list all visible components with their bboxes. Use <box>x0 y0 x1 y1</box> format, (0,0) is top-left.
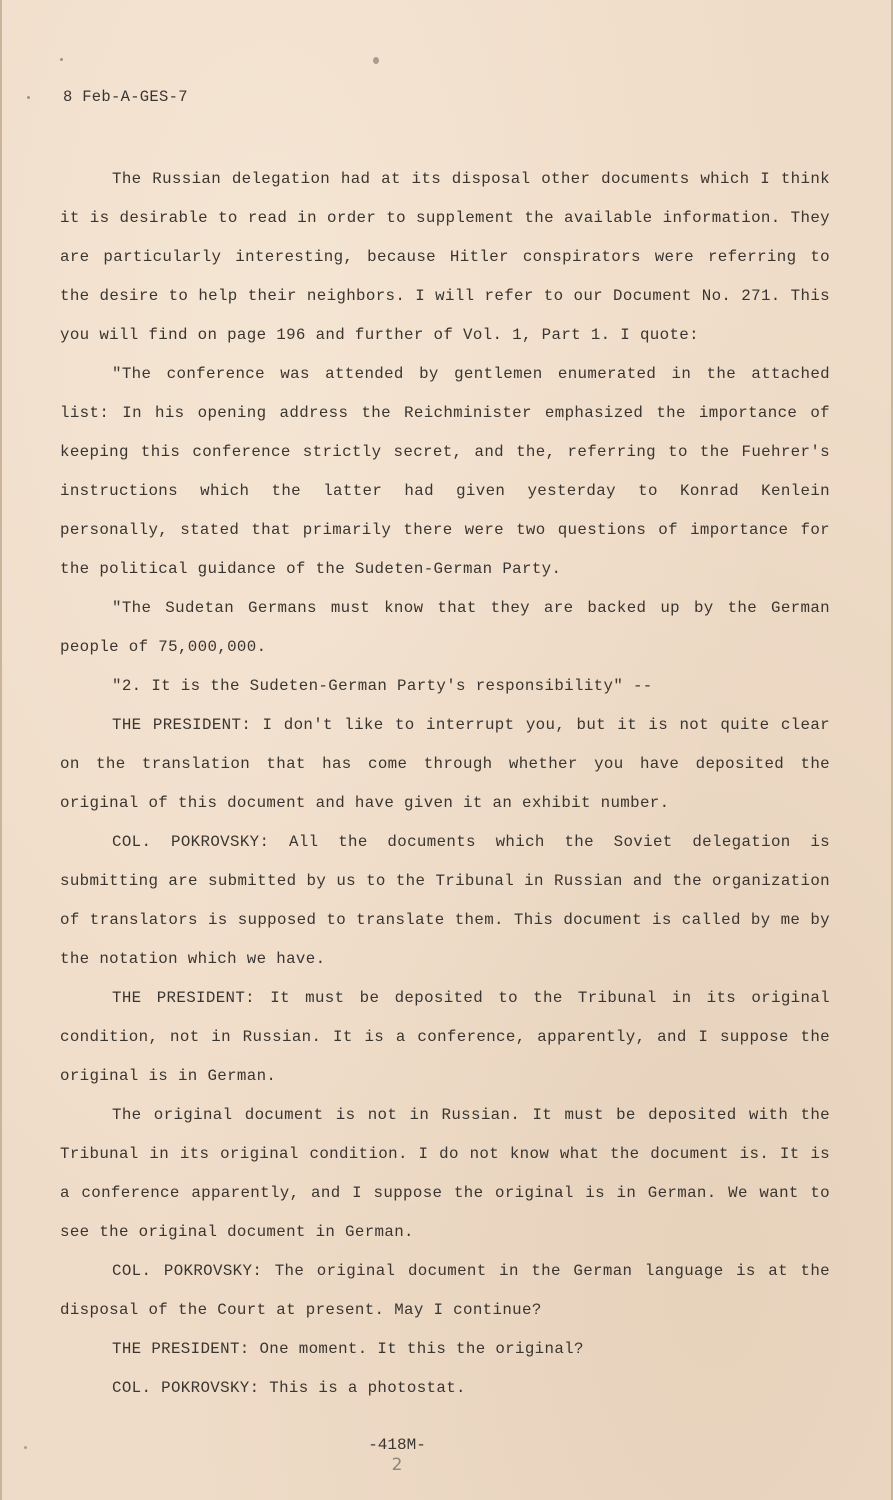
paragraph-president-interrupt: THE PRESIDENT: I don't like to interrupt you, but it is not quite clear on the translation that has come through whether you have deposited the original of this document and have given it an exhibit number. <box>60 716 830 812</box>
document-header-code: 8 Feb-A-GES-7 <box>63 88 188 106</box>
ink-speck <box>27 96 30 99</box>
transcript-body <box>60 160 830 1408</box>
paragraph-pokrovsky-photostat: COL. POKROVSKY: This is a photostat. <box>112 1379 466 1397</box>
ink-speck <box>373 57 379 64</box>
paragraph-russian-documents: The Russian delegation had at its disposal other documents which I think it is desirable to read in order to supplement the available information. They are particularly interesting, because Hitler conspirators were referring to the desire to help their neighbors. I will refer to our Document No. 271. This you will find on page 196 and further of Vol. 1, Part 1. I quote: <box>60 170 830 344</box>
pencil-mark: 2 <box>391 1455 403 1475</box>
page-number: -418M- <box>368 1436 426 1454</box>
paragraph-original-not-russian: The original document is not in Russian. It must be deposited with the Tribunal in its original condition. I do not know what the document is. It is a conference apparently, and I suppose the original is in German. We want to see the original document in German. <box>60 1106 830 1241</box>
paragraph-quote-sudetan-germans: "The Sudetan Germans must know that they are backed up by the German people of 75,000,000. <box>60 599 830 656</box>
ink-speck <box>24 1446 27 1449</box>
paragraph-quote-conference: "The conference was attended by gentlemen enumerated in the attached list: In his opening address the Reichminister emphasized the importance of keeping this conference strictly secret, and the, referring to the Fuehrer's instructions which the latter had given yesterday to Konrad Kenlein personally, stated that primarily there were two questions of importance for the political guidance of the Sudeten-German Party. <box>60 365 830 578</box>
page-footer <box>362 1435 432 1475</box>
ink-speck <box>60 58 63 61</box>
paragraph-quote-responsibility: "2. It is the Sudeten-German Party's responsibility" -- <box>112 677 653 695</box>
page-edge-left <box>0 0 2 1500</box>
paragraph-president-deposit: THE PRESIDENT: It must be deposited to the Tribunal in its original condition, not in Russian. It is a conference, apparently, and I suppose the original is in German. <box>60 989 830 1085</box>
paragraph-president-one-moment: THE PRESIDENT: One moment. It this the original? <box>112 1340 584 1358</box>
paragraph-pokrovsky-german: COL. POKROVSKY: The original document in the German language is at the disposal of the Court at present. May I continue? <box>60 1262 830 1319</box>
paragraph-pokrovsky-translation: COL. POKROVSKY: All the documents which the Soviet delegation is submitting are submitted by us to the Tribunal in Russian and the organization of translators is supposed to translate them. This document is called by me by the notation which we have. <box>60 833 830 968</box>
